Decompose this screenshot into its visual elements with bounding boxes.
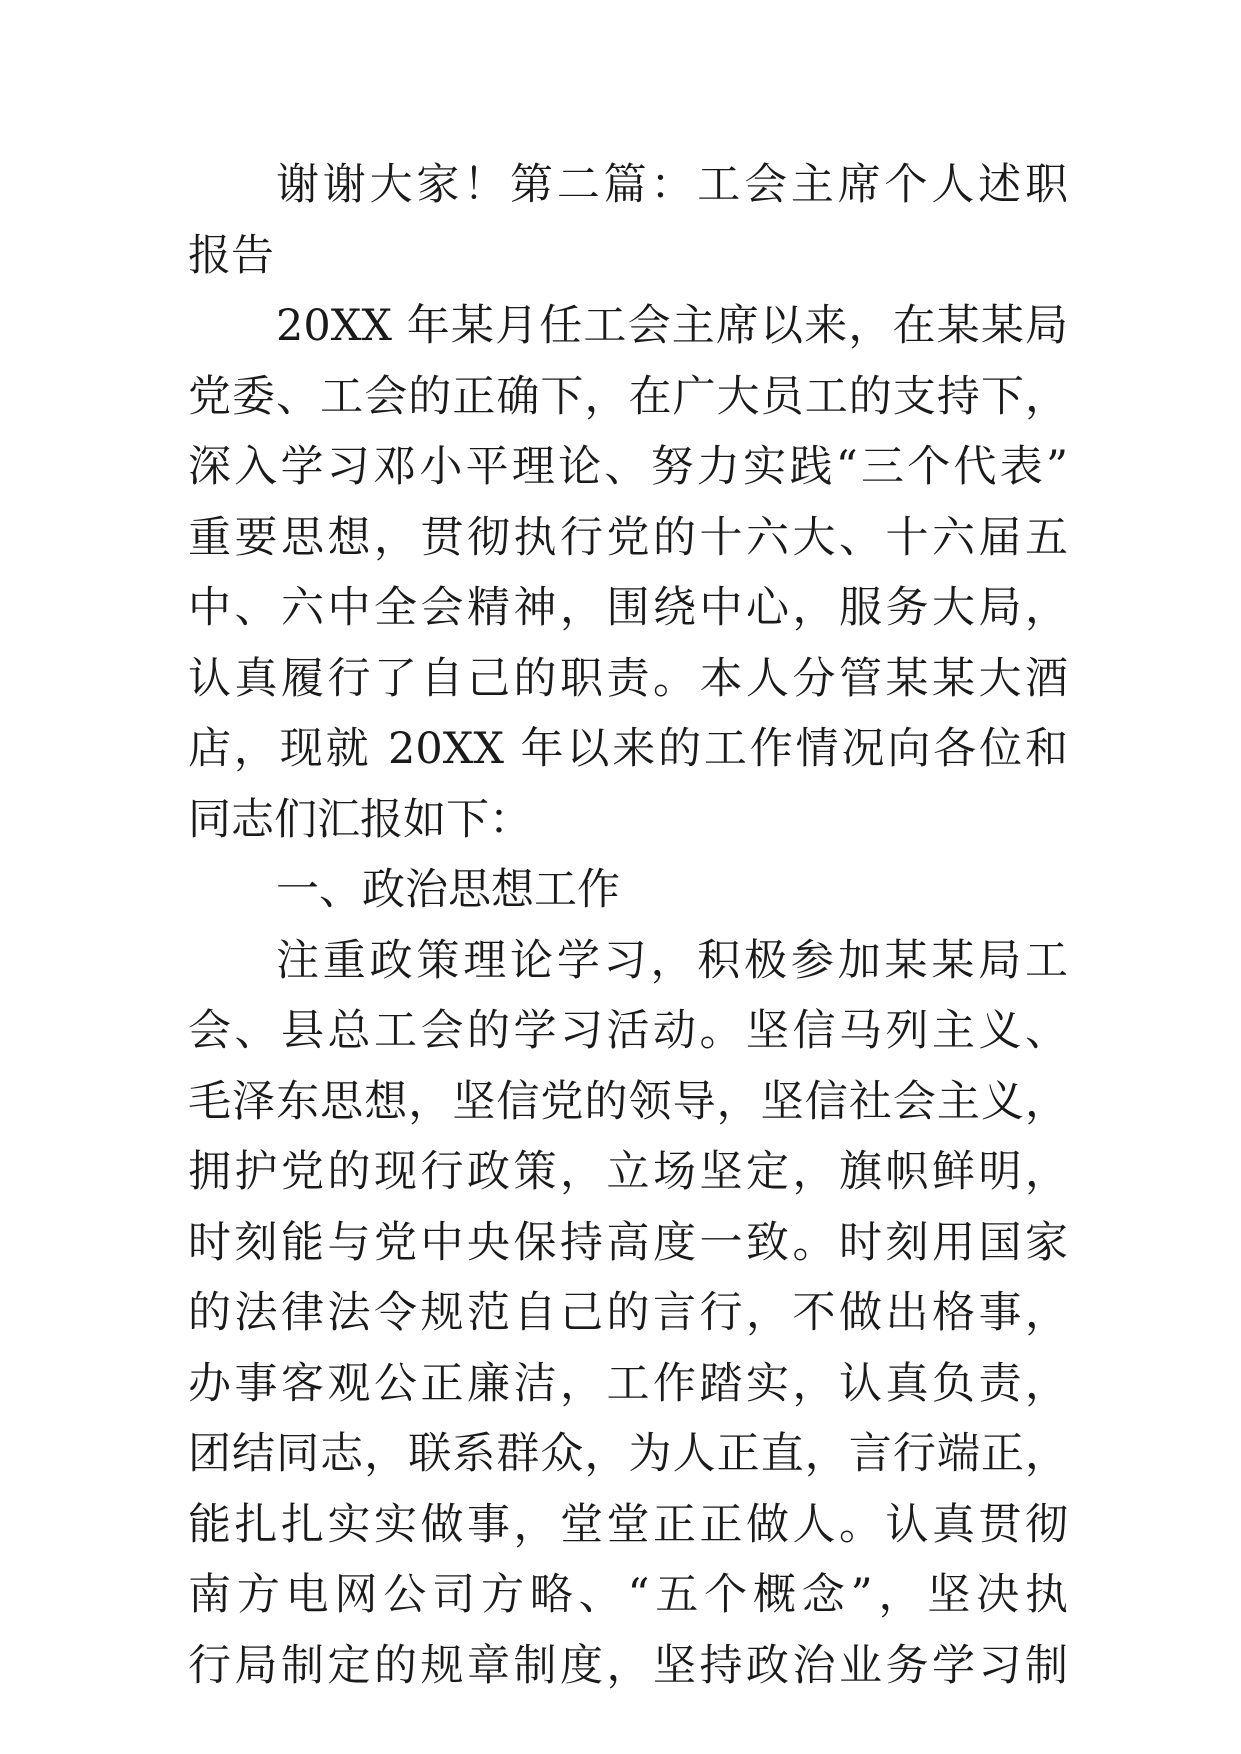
paragraph-line: 店，现就 20XX 年以来的工作情况向各位和 [188, 724, 1068, 774]
paragraph-line: 中、六中全会精神，围绕中心，服务大局， [188, 583, 1068, 633]
document-body [188, 150, 1068, 1701]
paragraph-line: 时刻能与党中央保持高度一致。时刻用国家 [188, 1217, 1068, 1268]
section-heading: 一、政治思想工作 [276, 865, 620, 915]
paragraph-line: 重要思想，贯彻执行党的十六大、十六届五 [188, 512, 1068, 563]
paragraph-line: 行局制定的规章制度，坚持政治业务学习制 [188, 1640, 1068, 1691]
paragraph-line: 报告 [188, 230, 274, 281]
paragraph-line: 党委、工会的正确下，在广大员工的支持下， [188, 371, 1068, 422]
paragraph-line: 南方电网公司方略、“五个概念”，坚决执 [188, 1570, 1068, 1620]
paragraph-line: 同志们汇报如下： [188, 794, 532, 845]
paragraph-line: 谢谢大家！第二篇：工会主席个人述职 [276, 160, 1068, 210]
paragraph-line: 认真履行了自己的职责。本人分管某某大酒 [188, 653, 1068, 704]
paragraph-line: 团结同志，联系群众，为人正直，言行端正， [188, 1429, 1068, 1479]
paragraph-line: 拥护党的现行政策，立场坚定，旗帜鲜明， [188, 1147, 1068, 1197]
paragraph-line: 能扎扎实实做事，堂堂正正做人。认真贯彻 [188, 1499, 1068, 1550]
paragraph-line: 的法律法令规范自己的言行，不做出格事， [188, 1288, 1068, 1338]
paragraph-line: 注重政策理论学习，积极参加某某局工 [276, 935, 1068, 986]
paragraph-line: 会、县总工会的学习活动。坚信马列主义、 [188, 1006, 1068, 1056]
paragraph-line: 深入学习邓小平理论、努力实践“三个代表” [188, 442, 1068, 492]
paragraph-line: 20XX 年某月任工会主席以来，在某某局 [276, 301, 1068, 351]
paragraph-line: 毛泽东思想，坚信党的领导，坚信社会主义， [188, 1076, 1068, 1127]
paragraph-line: 办事客观公正廉洁，工作踏实，认真负责， [188, 1358, 1068, 1409]
